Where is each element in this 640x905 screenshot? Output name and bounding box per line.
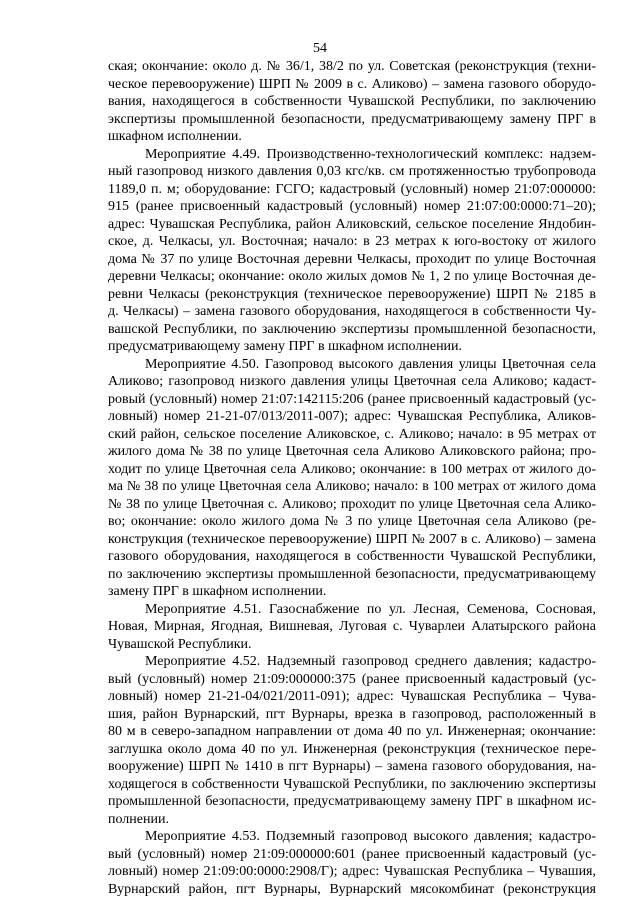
document-body — [108, 58, 596, 898]
text-line: д. Челкасы) – замена газового оборудования, находящегося в собственности Чу- — [108, 304, 596, 319]
text-line: ловный) номер 21-21-07/013/2011-007); адрес: Чувашская Республика, Аликов- — [108, 409, 596, 424]
text-line: вый (условный) номер 21:09:000000:601 (ранее присвоенный кадастровый (ус- — [108, 846, 596, 862]
text-line: вашской Республики, по заключению экспертизы промышленной безопасности, — [108, 321, 596, 337]
text-line: ловный) номер 21:09:00:0000:2908/Г); адрес: Чувашская Республика – Чувашия, — [108, 864, 596, 879]
text-line: дома № 37 по улице Восточная деревни Челкасы, проходит по улице Восточная — [108, 251, 596, 267]
text-line: вооружение) ШРП № 1410 в пгт Вурнары) – замена газового оборудования, на- — [108, 759, 596, 774]
text-line: ский район, сельское поселение Аликовское, с. Аликово; начало: в 95 метрах от — [108, 426, 596, 442]
text-line: вания, находящегося в собственности Чувашской Республики, по заключению — [108, 94, 596, 109]
text-line: ровый (условный) номер 21:07:142115:206 (ранее присвоенный кадастровый (ус- — [108, 391, 596, 407]
text-line: 1189,0 п. м; оборудование: ГСГО; кадастровый (условный) номер 21:07:000000: — [108, 181, 596, 197]
text-line: конструкция (техническое перевооружение) ШРП № 2007 в с. Аликово) – замена — [108, 531, 596, 547]
text-line: деревни Челкасы; окончание: около жилых домов № 1, 2 по улице Восточная де- — [108, 269, 596, 284]
text-line: ческое перевооружение) ШРП № 2009 в с. Аликово) – замена газового оборудо- — [108, 76, 596, 92]
text-line: Чувашской Республики. — [108, 636, 252, 652]
text-line: полнении. — [108, 811, 169, 827]
text-line: Аликово; газопровод низкого давления улицы Цветочная села Аликово; кадаст- — [108, 374, 596, 389]
text-line: ревни Челкасы (реконструкция (техническое перевооружение) ШРП № 2185 в — [108, 286, 596, 302]
text-line: ское, д. Челкасы, ул. Восточная; начало: в 23 метрах к юго-востоку от жилого — [108, 234, 596, 249]
text-line: ма № 38 по улице Цветочная села Аликово; начало: в 100 метрах от жилого дома — [108, 479, 596, 494]
text-line: Мероприятие 4.51. Газоснабжение по ул. Лесная, Семенова, Сосновая, — [145, 601, 596, 617]
text-line: Вурнарский район, пгт Вурнары, Вурнарский мясокомбинат (реконструкция — [108, 881, 596, 897]
text-line: газового оборудования, находящегося в собственности Чувашской Республики, — [108, 549, 596, 564]
text-line: жилого дома № 38 по улице Цветочная села Аликово Аликовского района; про- — [108, 444, 596, 459]
text-line: адрес: Чувашская Республика, район Аликовский, сельское поселение Яндобин- — [108, 216, 596, 232]
text-line: шия, район Вурнарский, пгт Вурнары, врезка в газопровод, расположенный в — [108, 706, 596, 722]
text-line: № 38 по улице Цветочная с. Аликово; проходит по улице Цветочная села Алико- — [108, 496, 596, 512]
text-line: ный газопровод низкого давления 0,03 кгс/кв. см протяженностью трубопровода — [108, 164, 596, 179]
text-line: ходит по улице Цветочная села Аликово; окончание: в 100 метрах от жилого до- — [108, 461, 596, 477]
text-line: замену ПРГ в шкафном исполнении. — [108, 584, 327, 599]
text-line: шкафном исполнении. — [108, 129, 242, 144]
text-line: заглушка около дома 40 по ул. Инженерная (реконструкция (техническое пере- — [108, 741, 596, 757]
text-line: во; окончание: около жилого дома № 3 по улице Цветочная села Аликово (ре- — [108, 514, 596, 529]
text-line: 80 м в северо-западном направлении от дома 40 по ул. Инженерная; окончание: — [108, 724, 596, 739]
text-line: Мероприятие 4.53. Подземный газопровод высокого давления; кадастро- — [145, 829, 596, 844]
text-line: Мероприятие 4.50. Газопровод высокого давления улицы Цветочная села — [145, 356, 596, 372]
text-line: Новая, Мирная, Ягодная, Вишневая, Луговая с. Чуварлеи Алатырского района — [108, 619, 596, 634]
text-line: 915 (ранее присвоенный кадастровый (условный) номер 21:07:00:0000:71–20); — [108, 199, 596, 214]
text-line: экспертизы промышленной безопасности, предусматривающему замену ПРГ в — [108, 111, 596, 127]
page-number: 54 — [313, 41, 327, 56]
text-line: Мероприятие 4.49. Производственно-технологический комплекс: надзем- — [145, 146, 596, 162]
text-line: вый (условный) номер 21:09:000000:375 (ранее присвоенный кадастровый (ус- — [108, 671, 596, 687]
text-line: ская; окончание: около д. № 36/1, 38/2 по ул. Советская (реконструкция (техни- — [108, 59, 596, 74]
text-line: ходящегося в собственности Чувашской Республики, по заключению экспертизы — [108, 776, 596, 792]
text-line: Мероприятие 4.52. Надземный газопровод среднего давления; кадастро- — [145, 654, 596, 669]
text-line: ловный) номер 21-21-04/021/2011-091); адрес: Чувашская Республика – Чува- — [108, 689, 596, 704]
text-line: промышленной безопасности, предусматривающему замену ПРГ в шкафном ис- — [108, 794, 596, 809]
text-line: предусматривающему замену ПРГ в шкафном исполнении. — [108, 339, 463, 354]
text-line: по заключению экспертизы промышленной безопасности, предусматривающему — [108, 566, 596, 582]
